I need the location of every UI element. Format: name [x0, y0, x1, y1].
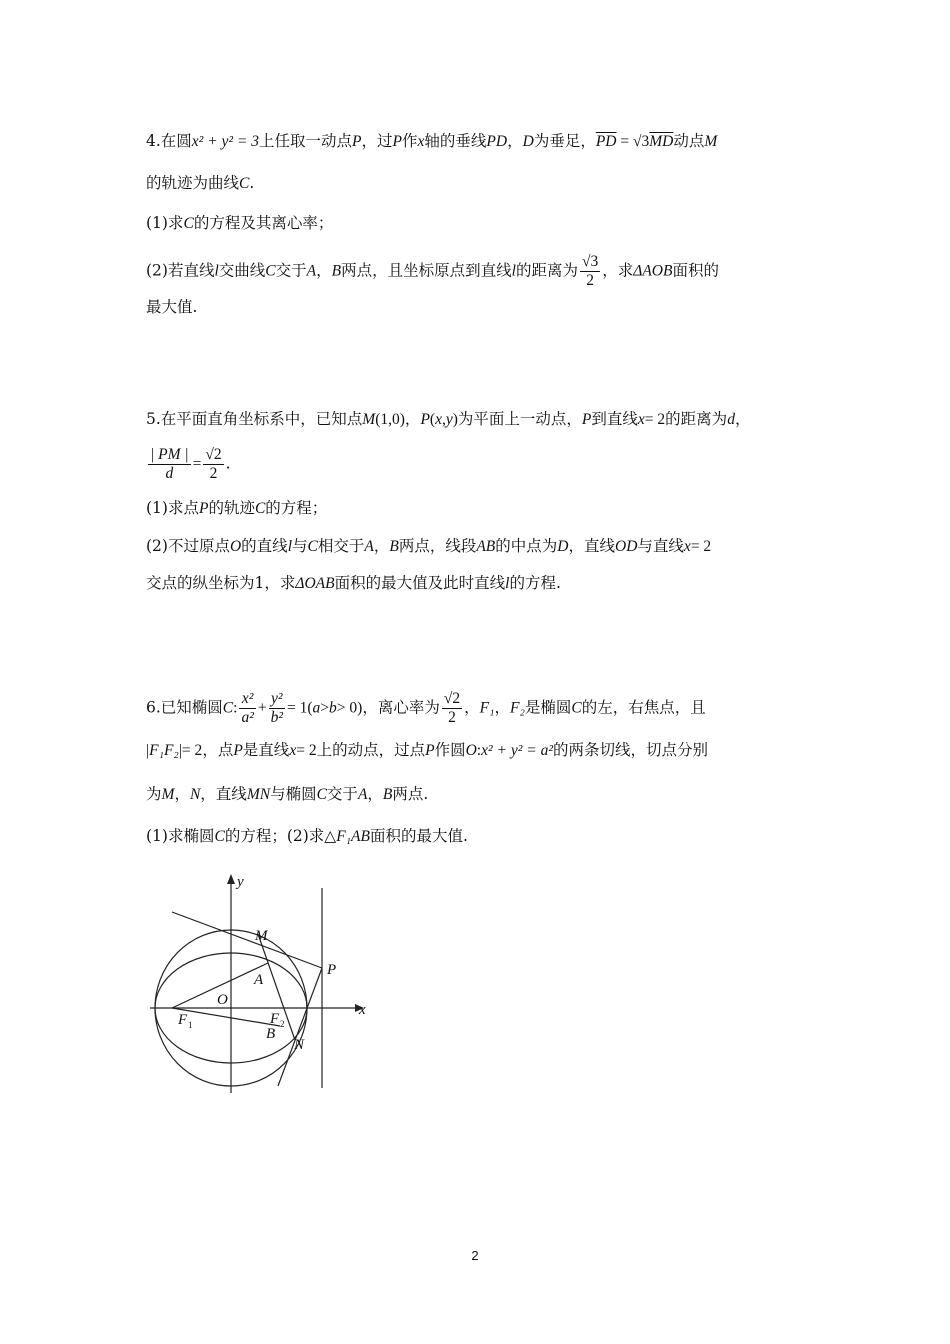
- q6-stem-line2: |F₁F₂|= 2，点P是直线x= 2上的动点，过点P作圆O:x² + y² = a²的两条切线，切点分别: [146, 741, 708, 759]
- q5-ratio: $\frac{| PM |}{d}$ = $\frac{√2}{2}$ .: [150, 446, 231, 482]
- label-p: P: [327, 962, 337, 978]
- ellipse-tangent-figure: [150, 868, 380, 1098]
- q5-part2: (2)不过原点O的直线l与C相交于A，B两点，线段AB的中点为D，直线OD与直线x= 2: [146, 537, 712, 555]
- q6-parts: (1)求椭圆C的方程；(2)求△F₁AB面积的最大值.: [146, 827, 468, 845]
- q6-stem-line1: 6.已知椭圆C: $\frac{\text{x²}}{\text{a²}}$ + $\frac{\text{y²}}{\text{b²}}$ = 1(a>b> 0)，离心率为 $\frac{√2}{2}$ ，F₁，F₂是椭圆C的左，右焦点，且: [146, 690, 706, 726]
- q5-part1: (1)求点P的轨迹C的方程；: [146, 499, 328, 517]
- q4-part2: (2)若直线l交曲线C交于A，B两点，且坐标原点到直线l的距离为 $\frac{√3}{2}$ ，求ΔAOB面积的: [146, 253, 719, 289]
- label-n: N: [294, 1037, 305, 1053]
- label-b: B: [266, 1026, 276, 1042]
- q4-distance-fraction: $\frac{√3}{2}$: [581, 253, 599, 289]
- q4-stem-line1: 4.在圆x² + y² = 3上任取一动点P，过P作x轴的垂线PD，D为垂足，$\overline{PD} = √3\overline{MD}$动点M: [146, 132, 718, 150]
- q5-stem-line1: 5.在平面直角坐标系中，已知点M(1,0)，P(x,y)为平面上一动点，P到直线x= 2的距离为d，: [146, 410, 751, 428]
- page-number: 2: [471, 1248, 479, 1263]
- label-f1: F: [178, 1012, 188, 1028]
- q4-part2-end: 最大值.: [146, 298, 198, 316]
- label-f2: F: [270, 1011, 280, 1027]
- label-y: y: [237, 874, 244, 890]
- label-f1-sub: 1: [188, 1020, 193, 1030]
- q4-stem-line2: 的轨迹为曲线C.: [146, 174, 255, 192]
- label-o: O: [217, 992, 228, 1008]
- q5-part2-end: 交点的纵坐标为1，求ΔOAB面积的最大值及此时直线l的方程.: [146, 574, 561, 592]
- label-a: A: [254, 972, 264, 988]
- q6-stem-line3: 为M，N，直线MN与椭圆C交于A，B两点.: [146, 785, 429, 803]
- y-axis-arrow: [227, 874, 235, 884]
- q4-part1: (1)求C的方程及其离心率；: [146, 214, 334, 232]
- label-m: M: [255, 928, 268, 944]
- tangent-pn: [278, 968, 322, 1086]
- label-f2-sub: 2: [280, 1019, 285, 1029]
- label-x: x: [359, 1002, 366, 1018]
